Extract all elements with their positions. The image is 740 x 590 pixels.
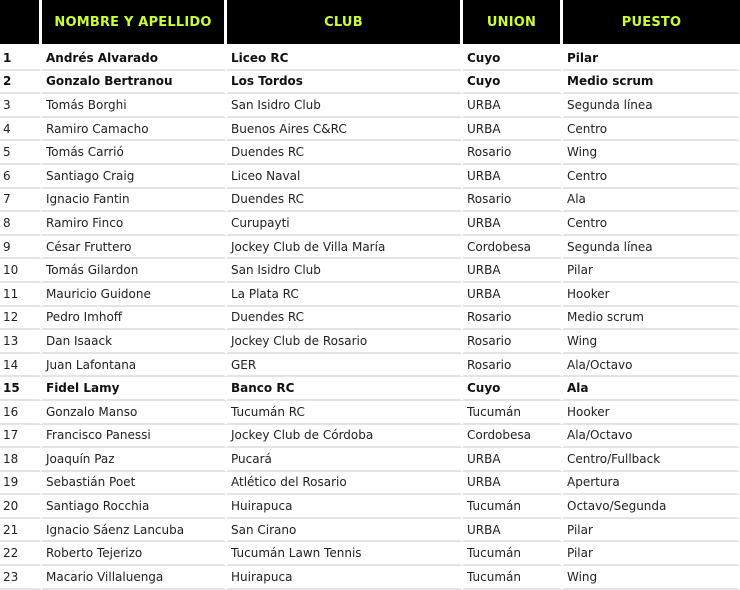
cell-union: URBA	[463, 165, 563, 189]
cell-name: Francisco Panessi	[42, 425, 227, 449]
cell-position: Hooker	[563, 401, 740, 425]
table-row	[0, 236, 740, 260]
cell-number: 7	[0, 189, 42, 213]
cell-name: Macario Villaluenga	[42, 566, 227, 590]
cell-union: Cordobesa	[463, 236, 563, 260]
cell-position: Ala/Octavo	[563, 354, 740, 378]
cell-union: Cuyo	[463, 377, 563, 401]
cell-number: 11	[0, 283, 42, 307]
cell-union: Tucumán	[463, 495, 563, 519]
cell-union: Tucumán	[463, 566, 563, 590]
cell-club: San Isidro Club	[227, 259, 463, 283]
cell-club: Duendes RC	[227, 141, 463, 165]
cell-union: Cuyo	[463, 71, 563, 95]
table-row	[0, 141, 740, 165]
cell-name: César Fruttero	[42, 236, 227, 260]
cell-number: 14	[0, 354, 42, 378]
cell-name: Santiago Craig	[42, 165, 227, 189]
cell-union: Rosario	[463, 330, 563, 354]
cell-name: Roberto Tejerizo	[42, 542, 227, 566]
cell-number: 4	[0, 118, 42, 142]
cell-name: Pedro Imhoff	[42, 307, 227, 331]
header-number	[0, 0, 42, 44]
table-row	[0, 189, 740, 213]
cell-name: Santiago Rocchia	[42, 495, 227, 519]
cell-union: URBA	[463, 472, 563, 496]
table-header	[0, 0, 740, 44]
cell-club: La Plata RC	[227, 283, 463, 307]
cell-union: URBA	[463, 212, 563, 236]
cell-position: Centro	[563, 212, 740, 236]
cell-name: Tomás Gilardon	[42, 259, 227, 283]
table-row	[0, 401, 740, 425]
cell-position: Pilar	[563, 519, 740, 543]
cell-number: 12	[0, 307, 42, 331]
cell-name: Andrés Alvarado	[42, 44, 227, 71]
table-row	[0, 472, 740, 496]
cell-club: Banco RC	[227, 377, 463, 401]
cell-name: Tomás Borghi	[42, 94, 227, 118]
cell-number: 5	[0, 141, 42, 165]
header-union: UNION	[463, 0, 563, 44]
cell-club: Pucará	[227, 448, 463, 472]
cell-position: Apertura	[563, 472, 740, 496]
cell-club: Duendes RC	[227, 307, 463, 331]
cell-name: Gonzalo Manso	[42, 401, 227, 425]
header-club: CLUB	[227, 0, 463, 44]
cell-number: 17	[0, 425, 42, 449]
cell-club: Tucumán RC	[227, 401, 463, 425]
table-row	[0, 542, 740, 566]
table-row	[0, 354, 740, 378]
cell-position: Medio scrum	[563, 307, 740, 331]
cell-position: Centro/Fullback	[563, 448, 740, 472]
cell-club: Liceo RC	[227, 44, 463, 71]
cell-union: Rosario	[463, 354, 563, 378]
cell-name: Ignacio Fantin	[42, 189, 227, 213]
table-row	[0, 165, 740, 189]
cell-number: 3	[0, 94, 42, 118]
cell-club: Curupayti	[227, 212, 463, 236]
cell-union: URBA	[463, 448, 563, 472]
cell-name: Juan Lafontana	[42, 354, 227, 378]
cell-position: Centro	[563, 165, 740, 189]
cell-number: 9	[0, 236, 42, 260]
cell-number: 21	[0, 519, 42, 543]
cell-position: Ala	[563, 189, 740, 213]
table-body	[0, 44, 740, 590]
table-row	[0, 495, 740, 519]
cell-number: 1	[0, 44, 42, 71]
cell-position: Wing	[563, 330, 740, 354]
table-row	[0, 377, 740, 401]
cell-position: Medio scrum	[563, 71, 740, 95]
cell-name: Gonzalo Bertranou	[42, 71, 227, 95]
cell-number: 2	[0, 71, 42, 95]
cell-number: 20	[0, 495, 42, 519]
cell-position: Ala/Octavo	[563, 425, 740, 449]
cell-number: 6	[0, 165, 42, 189]
cell-position: Segunda línea	[563, 236, 740, 260]
table-row	[0, 212, 740, 236]
table-row	[0, 425, 740, 449]
cell-number: 19	[0, 472, 42, 496]
cell-position: Octavo/Segunda	[563, 495, 740, 519]
table-row	[0, 94, 740, 118]
cell-number: 13	[0, 330, 42, 354]
cell-name: Dan Isaack	[42, 330, 227, 354]
cell-number: 18	[0, 448, 42, 472]
table-row	[0, 330, 740, 354]
cell-number: 15	[0, 377, 42, 401]
cell-number: 16	[0, 401, 42, 425]
cell-position: Wing	[563, 566, 740, 590]
cell-club: San Cirano	[227, 519, 463, 543]
cell-union: URBA	[463, 283, 563, 307]
table-row	[0, 44, 740, 71]
cell-club: Los Tordos	[227, 71, 463, 95]
cell-position: Pilar	[563, 259, 740, 283]
cell-name: Ignacio Sáenz Lancuba	[42, 519, 227, 543]
cell-club: Buenos Aires C&RC	[227, 118, 463, 142]
cell-club: Liceo Naval	[227, 165, 463, 189]
table-row	[0, 307, 740, 331]
cell-position: Pilar	[563, 44, 740, 71]
cell-union: Tucumán	[463, 401, 563, 425]
cell-name: Ramiro Camacho	[42, 118, 227, 142]
cell-name: Mauricio Guidone	[42, 283, 227, 307]
table-row	[0, 71, 740, 95]
cell-union: Cuyo	[463, 44, 563, 71]
cell-name: Ramiro Finco	[42, 212, 227, 236]
cell-name: Joaquín Paz	[42, 448, 227, 472]
cell-position: Hooker	[563, 283, 740, 307]
header-name: NOMBRE Y APELLIDO	[42, 0, 227, 44]
cell-club: Jockey Club de Rosario	[227, 330, 463, 354]
header-row	[0, 0, 740, 44]
cell-club: Jockey Club de Córdoba	[227, 425, 463, 449]
table-row	[0, 118, 740, 142]
cell-club: Atlético del Rosario	[227, 472, 463, 496]
cell-union: Tucumán	[463, 542, 563, 566]
cell-position: Wing	[563, 141, 740, 165]
cell-union: Cordobesa	[463, 425, 563, 449]
cell-club: Huirapuca	[227, 566, 463, 590]
cell-number: 22	[0, 542, 42, 566]
cell-position: Pilar	[563, 542, 740, 566]
cell-name: Tomás Carrió	[42, 141, 227, 165]
cell-union: Rosario	[463, 189, 563, 213]
cell-name: Sebastián Poet	[42, 472, 227, 496]
cell-union: URBA	[463, 118, 563, 142]
table-row	[0, 566, 740, 590]
cell-club: Tucumán Lawn Tennis	[227, 542, 463, 566]
cell-union: URBA	[463, 519, 563, 543]
cell-club: Huirapuca	[227, 495, 463, 519]
cell-number: 8	[0, 212, 42, 236]
cell-name: Fidel Lamy	[42, 377, 227, 401]
table-row	[0, 448, 740, 472]
cell-union: URBA	[463, 259, 563, 283]
cell-position: Segunda línea	[563, 94, 740, 118]
cell-position: Centro	[563, 118, 740, 142]
cell-club: GER	[227, 354, 463, 378]
cell-number: 10	[0, 259, 42, 283]
cell-union: URBA	[463, 94, 563, 118]
cell-position: Ala	[563, 377, 740, 401]
table-row	[0, 519, 740, 543]
cell-club: Jockey Club de Villa María	[227, 236, 463, 260]
cell-union: Rosario	[463, 307, 563, 331]
cell-club: San Isidro Club	[227, 94, 463, 118]
cell-union: Rosario	[463, 141, 563, 165]
table-row	[0, 283, 740, 307]
header-position: PUESTO	[563, 0, 740, 44]
cell-number: 23	[0, 566, 42, 590]
cell-club: Duendes RC	[227, 189, 463, 213]
table-row	[0, 259, 740, 283]
